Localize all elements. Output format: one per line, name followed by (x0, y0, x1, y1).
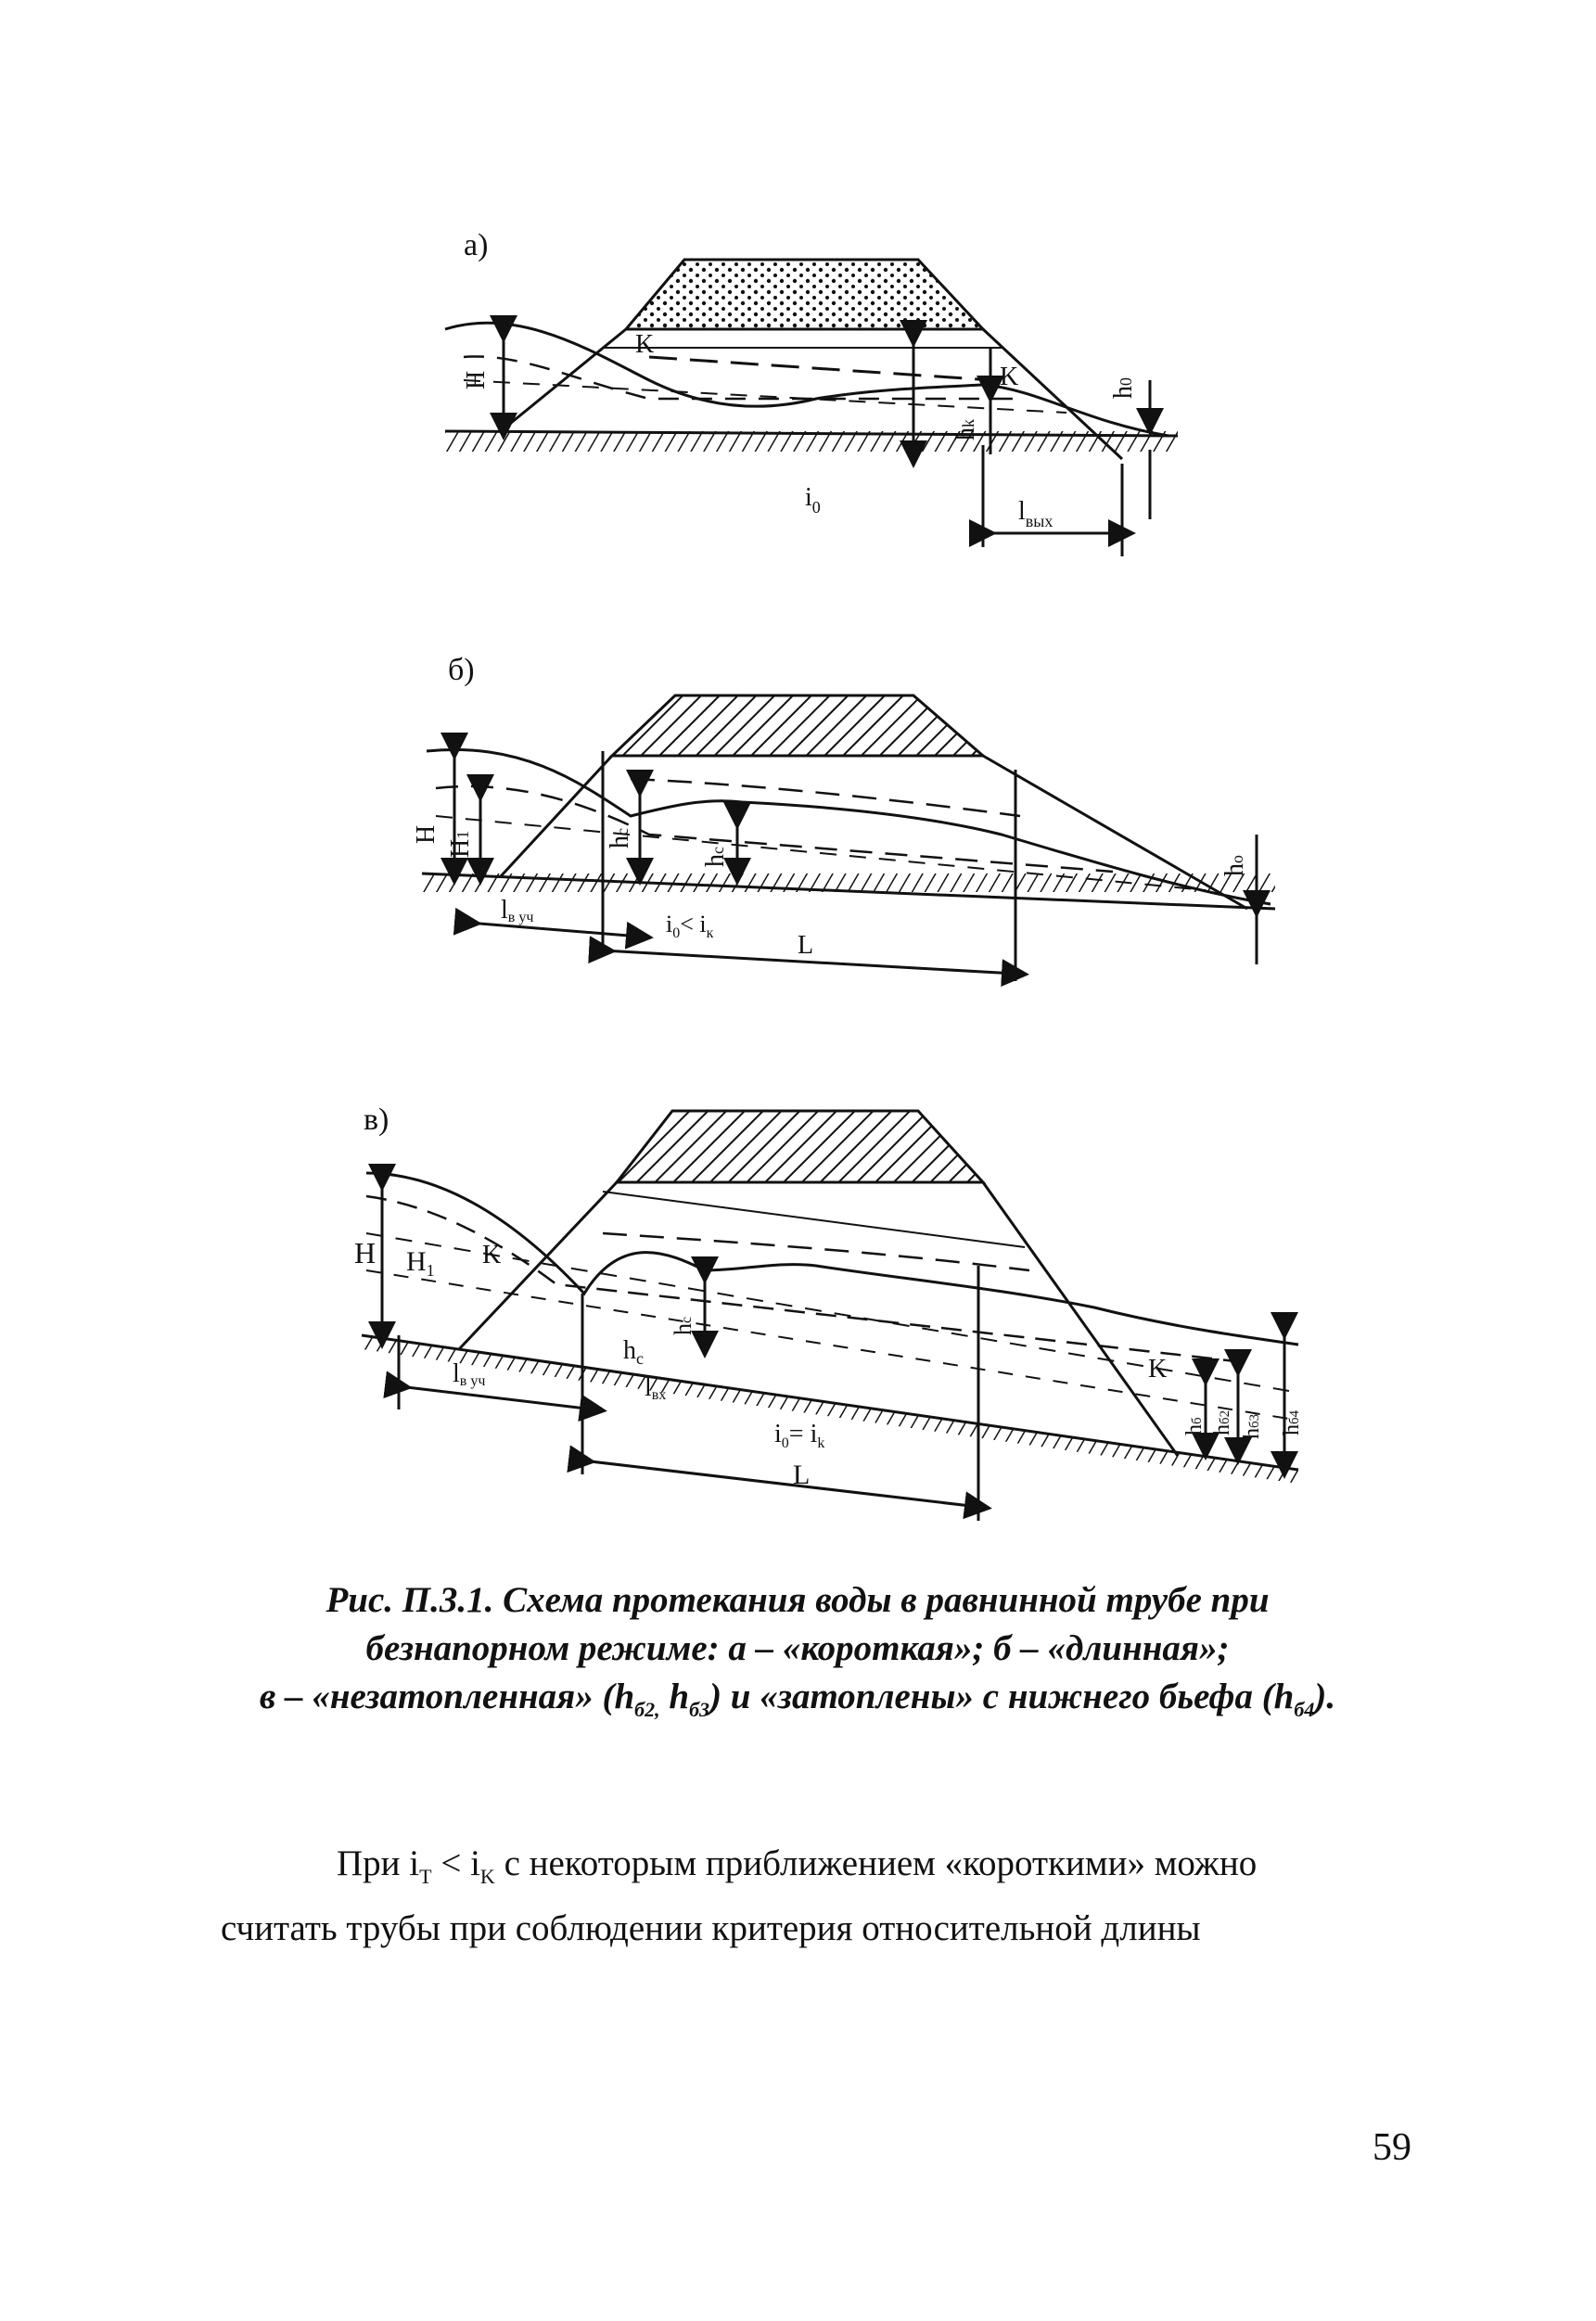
panel-c-label-hb4: hб4 (1280, 1409, 1304, 1435)
panel-b-label-hc: hc (701, 847, 730, 867)
panel-b-label-i0-lt-ik: $i_0< i_к$ (666, 911, 714, 941)
figure-caption (185, 1576, 1410, 1734)
body-paragraph (221, 1838, 1426, 1955)
panel-a-label-K-left: K (635, 330, 655, 359)
panel-a-label-i0: $i_0$ (805, 483, 821, 516)
panel-c-label-lvh: lвх (645, 1373, 667, 1403)
panel-b-label-H: H (412, 824, 440, 844)
panel-c-label-K-right: K (1148, 1355, 1168, 1384)
panel-c-label-hb3: hб3 (1240, 1413, 1264, 1439)
panel-c-label-L: L (793, 1460, 811, 1490)
panel-c-label-lvuch: lв уч (453, 1359, 486, 1389)
panel-c-label-i0-eq-ik: $i_0= i_k$ (774, 1420, 825, 1451)
panel-b-label-ho: ho (1220, 855, 1249, 876)
panel-b-label-L: L (798, 931, 814, 960)
caption-line-2: безнапорном режиме: а – «короткая»; б – «длинная»; (365, 1628, 1230, 1668)
panel-c-label-hb: hб (1182, 1417, 1207, 1435)
panel-b (412, 653, 1275, 981)
panel-c-label: в) (364, 1103, 389, 1137)
panel-a-label: а) (464, 228, 489, 262)
panel-a-label-h0: h0 (1109, 377, 1138, 399)
panel-c-label-hc-vertical: hc (670, 1316, 696, 1335)
panel-a-label-H: H (462, 370, 491, 389)
panel-a-label-lvyh: $l_{вых}$ (1018, 497, 1053, 530)
panel-c-label-hc: $h_c$ (623, 1336, 644, 1368)
panel-a-label-K-right: K (1000, 363, 1019, 391)
page-number: 59 (1373, 2126, 1411, 2169)
panel-c-label-hb2: hб2 (1210, 1409, 1234, 1435)
caption-line-3: в – «незатопленная» ($h_{б2,}$ $h_{б3}$) и «затоплены» с нижнего бьефа $(h_{б4})$. (259, 1677, 1336, 1721)
panel-b-label-hc-left: hc (606, 828, 634, 848)
panel-b-label-H1: H1 (446, 830, 475, 858)
body-line-2: считать трубы при соблюдении критерия относительной длины (221, 1907, 1201, 1948)
panel-c-label-H1: $H_1$ (406, 1246, 435, 1280)
panel-c-label-K-left: K (482, 1241, 502, 1269)
panel-a-label-hk: hk (951, 419, 980, 440)
panel-b-label: б) (448, 653, 475, 687)
panel-c-label-H: H (354, 1236, 377, 1269)
panel-b-label-lvuch: lв уч (501, 896, 534, 925)
caption-line-1: Рис. П.3.1. Схема протекания воды в равнинной трубе при (326, 1580, 1270, 1620)
panel-c (354, 1103, 1304, 1521)
body-line-1: При $i_T < i_K$ с некоторым приближением «короткими» можно (337, 1843, 1258, 1888)
panel-a (445, 228, 1178, 556)
